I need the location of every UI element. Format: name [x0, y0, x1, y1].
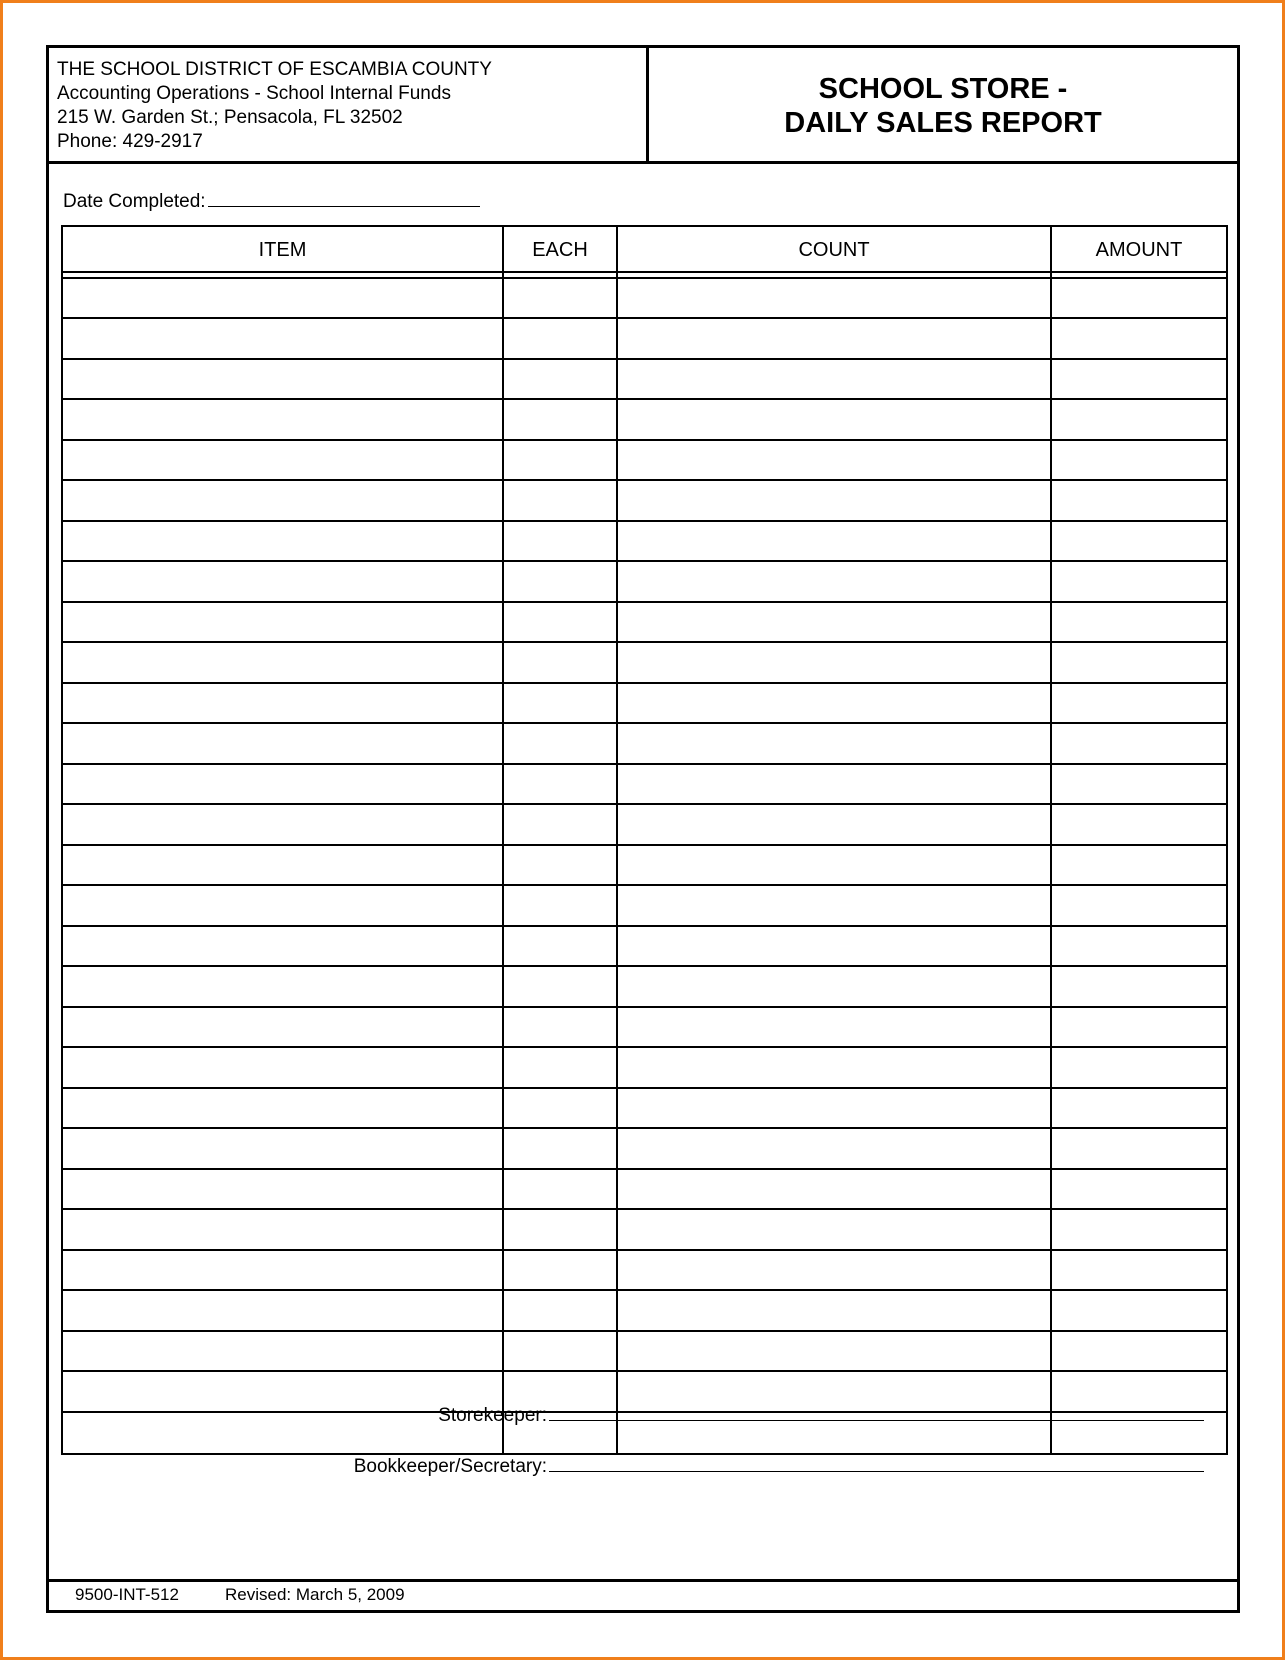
column-header-item: ITEM	[258, 239, 307, 261]
column-divider-each-count	[616, 227, 618, 1453]
report-title-line1: SCHOOL STORE -	[818, 73, 1068, 105]
column-header-amount: AMOUNT	[1095, 239, 1183, 261]
storekeeper-signature	[438, 1402, 1204, 1427]
date-completed	[63, 188, 480, 213]
sales-table	[61, 225, 1228, 1455]
sales-report-form	[46, 45, 1240, 1613]
report-title-line2: DAILY SALES REPORT	[784, 107, 1102, 139]
storekeeper-label: Storekeeper:	[438, 1405, 547, 1426]
column-header-each: EACH	[532, 239, 588, 261]
date-completed-label: Date Completed:	[63, 191, 206, 212]
district-info	[49, 48, 649, 164]
bookkeeper-label: Bookkeeper/Secretary:	[353, 1456, 547, 1477]
column-divider-item-each	[502, 227, 504, 1453]
column-divider-count-amount	[1050, 227, 1052, 1453]
revision-date: Revised: March 5, 2009	[225, 1585, 405, 1604]
form-footer	[49, 1579, 1237, 1610]
district-name: THE SCHOOL DISTRICT OF ESCAMBIA COUNTY	[57, 59, 492, 80]
bookkeeper-signature	[354, 1453, 1204, 1478]
report-title	[649, 48, 1237, 164]
bookkeeper-field[interactable]	[549, 1453, 1204, 1472]
district-phone: Phone: 429-2917	[57, 131, 203, 152]
district-address: 215 W. Garden St.; Pensacola, FL 32502	[57, 107, 403, 128]
column-header-count: COUNT	[798, 239, 870, 261]
department-name: Accounting Operations - School Internal Funds	[57, 83, 451, 104]
storekeeper-field[interactable]	[549, 1402, 1204, 1421]
date-completed-field[interactable]	[208, 188, 480, 207]
form-number: 9500-INT-512	[75, 1585, 179, 1604]
